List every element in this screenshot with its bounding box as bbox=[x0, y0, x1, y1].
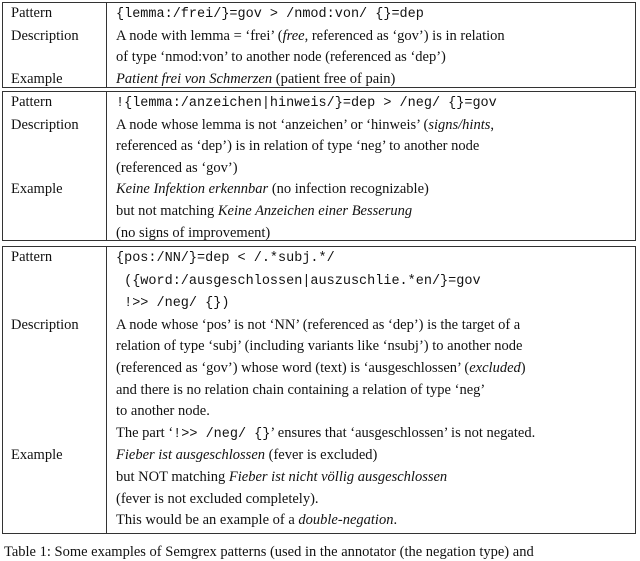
field-label: Description bbox=[11, 116, 79, 133]
text-segment: but NOT matching bbox=[116, 468, 229, 485]
text-segment: (patient free of pain) bbox=[272, 70, 396, 87]
code-text: !{lemma:/anzeichen|hinweis/}=dep > /neg/ {}=gov bbox=[116, 96, 497, 111]
text-line bbox=[116, 401, 535, 423]
text-segment: . bbox=[393, 512, 398, 529]
text-segment: A node whose lemma is not ‘anzeichen’ or ‘hinweis’ ( bbox=[116, 116, 429, 133]
text-line bbox=[116, 136, 494, 158]
field-label: Description bbox=[11, 316, 79, 333]
text-segment: (no signs of improvement) bbox=[116, 224, 271, 241]
text-segment: referenced as ‘dep’) is in relation of type ‘neg’ to another node bbox=[116, 138, 480, 155]
text-line bbox=[116, 315, 535, 337]
table-caption: Table 1: Some examples of Semgrex patterns (used in the annotator (the negation type) and bbox=[4, 544, 534, 560]
text-line bbox=[116, 92, 497, 115]
text-segment: (referenced as ‘gov’) bbox=[116, 159, 238, 176]
text-line bbox=[116, 489, 447, 511]
text-segment: of type ‘nmod:von’ to another node (referenced as ‘dep’) bbox=[116, 49, 446, 66]
text-segment: This would be an example of a bbox=[116, 512, 299, 529]
text-segment: A node whose ‘pos’ is not ‘NN’ (referenced as ‘dep’) is the target of a bbox=[116, 316, 521, 333]
field-label: Pattern bbox=[11, 249, 53, 265]
text-line bbox=[116, 380, 535, 402]
text-line bbox=[116, 201, 429, 223]
text-segment: ’ ensures that ‘ausgeschlossen’ is not negated. bbox=[270, 424, 536, 441]
field-pattern bbox=[3, 92, 635, 115]
field-content bbox=[106, 179, 429, 244]
field-label: Description bbox=[11, 27, 79, 44]
field-pattern bbox=[3, 3, 635, 26]
text-line bbox=[116, 336, 535, 358]
text-line bbox=[116, 69, 395, 91]
field-content bbox=[106, 445, 447, 531]
text-line bbox=[116, 179, 429, 201]
field-content bbox=[106, 69, 395, 91]
field-example bbox=[3, 69, 635, 91]
text-segment: , bbox=[490, 116, 494, 133]
field-example bbox=[3, 179, 635, 244]
text-segment: (referenced as ‘gov’) whose word (text) is ‘ausgeschlossen’ ( bbox=[116, 359, 470, 376]
text-segment: , referenced as ‘gov’) is in relation bbox=[304, 27, 505, 44]
column-divider bbox=[106, 3, 107, 87]
text-line bbox=[116, 247, 481, 270]
code-text: {pos:/NN/}=dep < /.*subj.*/ bbox=[116, 251, 335, 266]
text-segment: to another node. bbox=[116, 403, 210, 420]
text-segment: but not matching bbox=[116, 202, 218, 219]
text-segment: (no infection recognizable) bbox=[268, 181, 429, 198]
text-line bbox=[116, 3, 424, 26]
text-line bbox=[116, 270, 481, 293]
field-pattern bbox=[3, 247, 635, 315]
text-line bbox=[116, 158, 494, 180]
text-segment: and there is no relation chain containing a relation of type ‘neg’ bbox=[116, 381, 486, 398]
italic-text: Keine Infektion erkennbar bbox=[116, 181, 269, 198]
code-text: !>> /neg/ {}) bbox=[116, 296, 230, 312]
field-label: Example bbox=[11, 181, 63, 198]
text-line bbox=[116, 510, 447, 532]
text-segment: (fever is excluded) bbox=[265, 447, 378, 464]
text-segment: ) bbox=[520, 359, 526, 376]
text-line bbox=[116, 467, 447, 489]
text-line bbox=[116, 223, 429, 245]
column-divider bbox=[106, 247, 107, 533]
text-segment: relation of type ‘subj’ (including variants like ‘nsubj’) to another node bbox=[116, 338, 523, 355]
field-content bbox=[106, 115, 494, 180]
field-label: Example bbox=[11, 70, 63, 87]
italic-text: Fieber ist ausgeschlossen bbox=[116, 447, 266, 464]
field-content bbox=[106, 315, 535, 446]
field-description bbox=[3, 26, 635, 69]
pattern-table-block-2 bbox=[2, 91, 636, 241]
field-label: Pattern bbox=[11, 5, 53, 21]
text-line bbox=[116, 26, 505, 48]
text-line bbox=[116, 445, 447, 467]
code-text: {lemma:/frei/}=gov > /nmod:von/ {}=dep bbox=[116, 7, 424, 22]
pattern-table-block-1 bbox=[2, 2, 636, 88]
column-divider bbox=[106, 92, 107, 240]
text-line bbox=[116, 358, 535, 380]
text-line bbox=[116, 423, 535, 446]
text-segment: A node with lemma = ‘frei’ ( bbox=[116, 27, 283, 44]
field-description bbox=[3, 315, 635, 446]
italic-text: Patient frei von Schmerzen bbox=[116, 70, 273, 87]
text-line bbox=[116, 115, 494, 137]
text-segment: (fever is not excluded completely). bbox=[116, 490, 319, 507]
italic-text: Keine Anzeichen einer Besserung bbox=[217, 202, 413, 219]
field-example bbox=[3, 445, 635, 531]
text-line bbox=[116, 47, 505, 69]
code-text: ({word:/ausgeschlossen|auszuschlie.*en/}=gov bbox=[116, 273, 481, 289]
text-line bbox=[116, 292, 481, 315]
field-content bbox=[106, 26, 505, 69]
field-content bbox=[106, 247, 481, 315]
italic-text: Fieber ist nicht völlig ausgeschlossen bbox=[228, 468, 448, 485]
pattern-table-block-3 bbox=[2, 246, 636, 534]
text-segment: The part ‘ bbox=[116, 424, 174, 441]
field-content bbox=[106, 92, 497, 115]
field-label: Pattern bbox=[11, 94, 53, 110]
italic-text: free bbox=[282, 27, 305, 44]
italic-text: excluded bbox=[469, 359, 521, 376]
field-description bbox=[3, 115, 635, 180]
italic-text: double-negation bbox=[298, 512, 394, 529]
field-label: Example bbox=[11, 447, 63, 464]
italic-text: signs/hints bbox=[428, 116, 491, 133]
field-content bbox=[106, 3, 424, 26]
code-text: !>> /neg/ {} bbox=[173, 426, 271, 442]
